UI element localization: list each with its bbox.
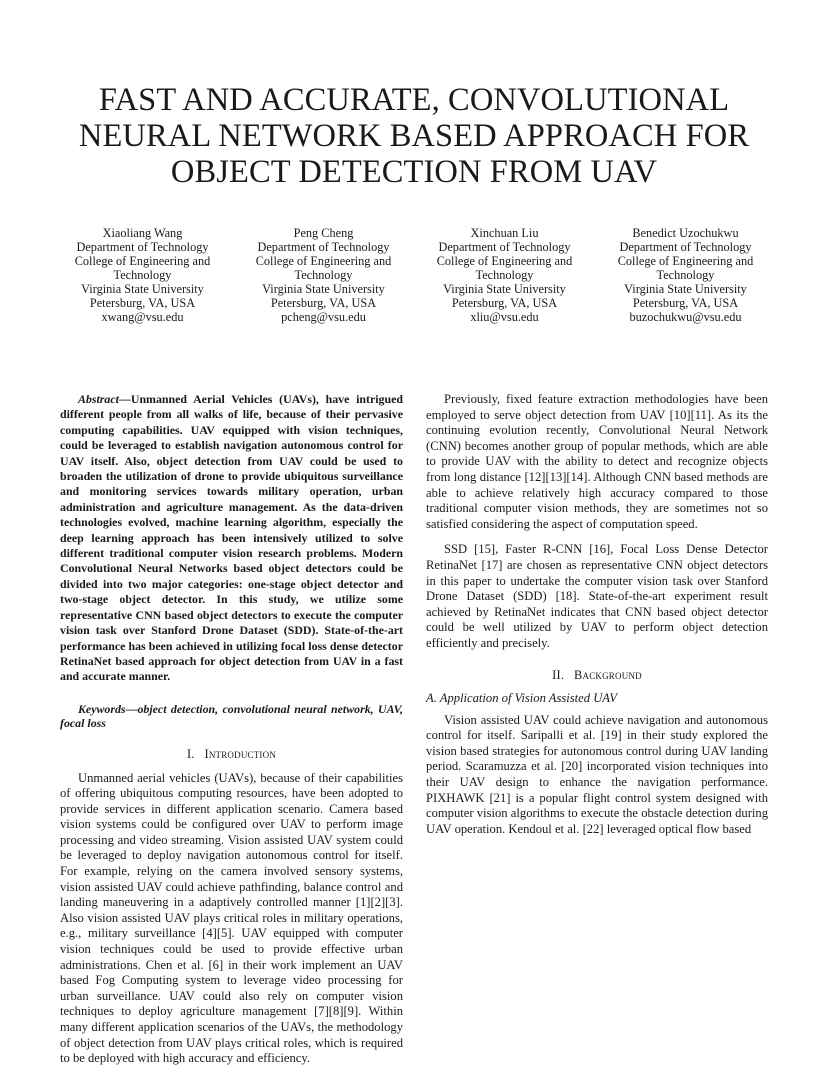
- author-block: [414, 226, 595, 324]
- author-name: Benedict Uzochukwu: [632, 226, 739, 240]
- author-location: Petersburg, VA, USA: [270, 296, 377, 310]
- author-college: College of Engineering and: [74, 254, 211, 268]
- author-department: Department of Technology: [76, 240, 209, 254]
- author-department: Department of Technology: [438, 240, 571, 254]
- title-line: OBJECT DETECTION FROM UAV: [170, 154, 658, 190]
- author-college: Technology: [113, 268, 172, 282]
- author-college: College of Engineering and: [617, 254, 754, 268]
- abstract-text: Unmanned Aerial Vehicles (UAVs), have intrigued different people from all walks of life, because of their pervasive computing capabilities. UAV equipped with vision techniques, could be leveraged to establish navigation autonomous control for UAV itself. Also, object detection from UAV could be used to broaden the utilization of drone to provide ubiquitous surveillance and monitoring services towards military operation, urban administration and agriculture management. As the data-driven technologies evolved, machine learning algorithm, especially the deep learning approach has been intensively utilized to solve different traditional computer vision research problems. Modern Convolutional Neural Networks based object detectors could be divided into two major categories: one-stage object detector and two-stage object detector. In this study, we utilize some representative CNN based object detectors to execute the computer vision task over Stanford Drone Dataset (SDD). State-of-the-art performance has been achieved in utilizing focal loss dense detector RetinaNet based approach for object detection from UAV in a fast and accurate manner.: [60, 392, 403, 684]
- abstract-label: Abstract—: [78, 392, 131, 406]
- author-college: Technology: [294, 268, 353, 282]
- author-name: Xiaoliang Wang: [102, 226, 183, 240]
- body-paragraph: Unmanned aerial vehicles (UAVs), because of their capabilities of offering ubiquitous computing resources, have been adopted to provide services in different application scenario. Camera based vision systems could be configured over UAV to perform image processing and video streaming. Vision assisted UAV system could be leveraged to deploy navigation autonomous control for itself. For example, relying on the camera involved sensory systems, vision assisted UAV could achieve pathfinding, balance control and landing maneuvering in a adaptively controlled manner [1][2][3]. Also vision assisted UAV plays critical roles in military operations, e.g., military surveillance [4][5]. UAV equipped with computer vision techniques could be used to provide effective urban administrations. Chen et al. [6] in their work implement an UAV based Fog Computing system to leverage video processing for urban surveillance. UAV could also rely on computer vision techniques to deploy agriculture management [7][8][9]. Within many different application scenarios of the UAVs, the methodology of object detection from UAV plays critical roles, which is required to be deployed with high accuracy and efficiency.: [60, 770, 403, 1066]
- right-column: [426, 392, 768, 837]
- author-department: Department of Technology: [619, 240, 752, 254]
- author-name: Xinchuan Liu: [470, 226, 539, 240]
- section-number: I.: [186, 746, 195, 761]
- keywords: Keywords—object detection, convolutional neural network, UAV, focal loss: [60, 701, 403, 731]
- author-university: Virginia State University: [262, 282, 385, 296]
- author-location: Petersburg, VA, USA: [89, 296, 196, 310]
- author-department: Department of Technology: [257, 240, 390, 254]
- left-column: [60, 392, 403, 1067]
- section-title: Background: [574, 667, 642, 682]
- title-line: FAST AND ACCURATE, CONVOLUTIONAL: [98, 82, 730, 118]
- author-university: Virginia State University: [624, 282, 747, 296]
- author-email: xwang@vsu.edu: [101, 310, 184, 324]
- author-location: Petersburg, VA, USA: [632, 296, 739, 310]
- section-heading-background: [426, 668, 768, 684]
- author-block: [233, 226, 414, 324]
- body-paragraph: SSD [15], Faster R-CNN [16], Focal Loss Dense Detector RetinaNet [17] are chosen as representative CNN object detectors in this paper to undertake the computer vision task over Stanford Drone Dataset (SDD) [18]. State-of-the-art experiment result achieved by RetinaNet indicates that CNN based object detector could be well utilized by UAV to perform object detection efficiently and precisely.: [426, 542, 768, 650]
- section-title: Introduction: [204, 746, 277, 761]
- title-line: NEURAL NETWORK BASED APPROACH FOR: [78, 118, 750, 154]
- author-university: Virginia State University: [443, 282, 566, 296]
- section-number: II.: [552, 667, 565, 682]
- author-university: Virginia State University: [81, 282, 204, 296]
- author-block: [52, 226, 233, 324]
- abstract: [60, 392, 403, 685]
- author-email: xliu@vsu.edu: [470, 310, 539, 324]
- author-list: [52, 226, 776, 324]
- body-paragraph: Previously, fixed feature extraction methodologies have been employed to serve object detection from UAV [10][11]. As its the continuing evolution recently, Convolutional Neural Network (CNN) becomes another group of popular methods, which are able to provide UAV with the ability to detect and recognize objects from long distance [12][13][14]. Although CNN based methods are able to achieve relatively high accuracy compared to those traditional computer vision methods, they are sometimes not so satisfied considering the aspect of computation speed.: [426, 392, 768, 531]
- author-block: [595, 226, 776, 324]
- author-college: Technology: [475, 268, 534, 282]
- author-email: buzochukwu@vsu.edu: [629, 310, 742, 324]
- body-paragraph: Vision assisted UAV could achieve navigation and autonomous control for itself. Saripalli et al. [19] in their study explored the vision based strategies for autonomous control during UAV landing period. Scaramuzza et al. [20] incorporated vision techniques into their UAV design to enhance the navigation performance. PIXHAWK [21] is a popular flight control system designed with computer vision algorithms to execute the obstacle detection during UAV operation. Kendoul et al. [22] leveraged optical flow based: [426, 712, 768, 836]
- author-name: Peng Cheng: [293, 226, 354, 240]
- section-heading-introduction: [60, 747, 403, 763]
- author-college: College of Engineering and: [436, 254, 573, 268]
- author-location: Petersburg, VA, USA: [451, 296, 558, 310]
- author-college: Technology: [656, 268, 715, 282]
- subsection-heading: A. Application of Vision Assisted UAV: [426, 691, 618, 706]
- paper-title: [40, 82, 788, 190]
- author-email: pcheng@vsu.edu: [281, 310, 366, 324]
- author-college: College of Engineering and: [255, 254, 392, 268]
